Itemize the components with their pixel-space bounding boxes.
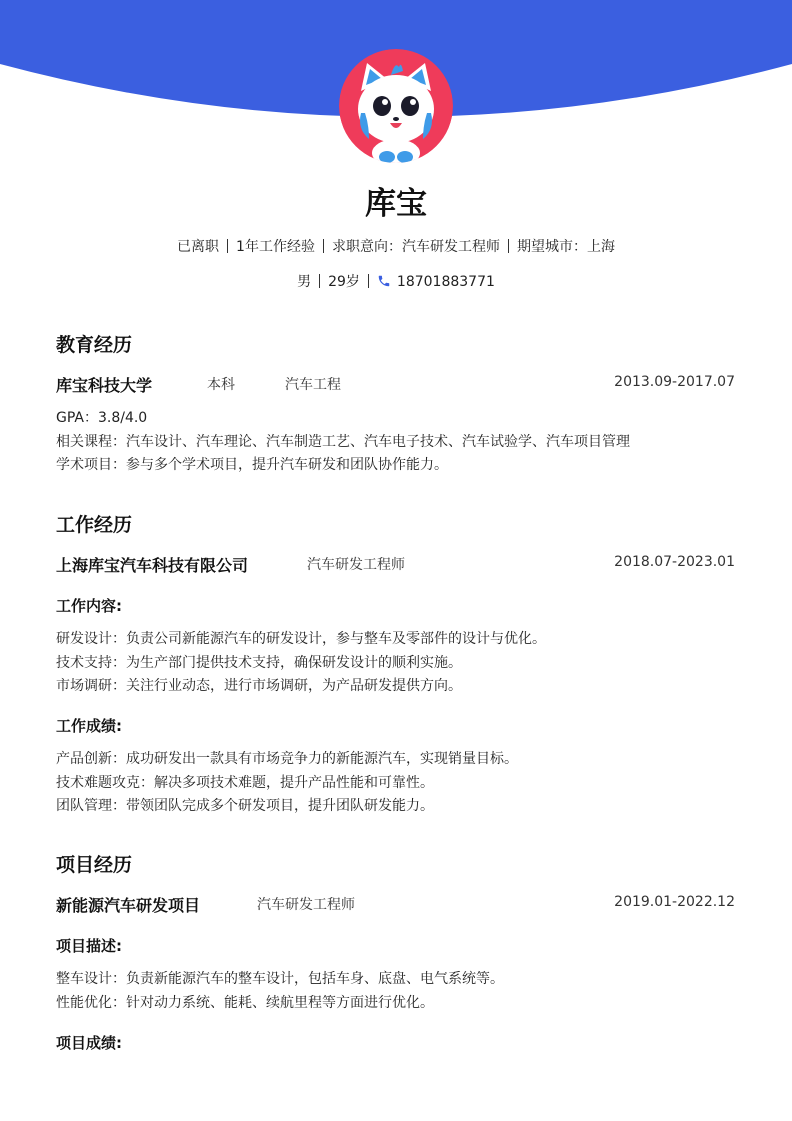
education-section-title: 教育经历 xyxy=(56,334,133,356)
list-item: 市场调研：关注行业动态，进行市场调研，为产品研发提供方向。 xyxy=(56,678,462,694)
education-details xyxy=(56,407,746,478)
candidate-name: 库宝 xyxy=(365,186,427,222)
list-item: 团队管理：带领团队完成多个研发项目，提升团队研发能力。 xyxy=(56,798,434,814)
work-company: 上海库宝汽车科技有限公司 xyxy=(56,556,249,575)
work-content-label: 工作内容: xyxy=(56,597,122,615)
divider xyxy=(319,274,320,288)
list-item: 技术难题攻克：解决多项技术难题，提升产品性能和可靠性。 xyxy=(56,774,434,791)
project-role: 汽车研发工程师 xyxy=(257,897,355,913)
age: 29岁 xyxy=(328,274,360,290)
list-item: 性能优化：针对动力系统、能耗、续航里程等方面进行优化。 xyxy=(56,994,434,1011)
list-item: 产品创新：成功研发出一款具有市场竞争力的新能源汽车，实现销量目标。 xyxy=(56,751,518,767)
work-experience: 1年工作经验 xyxy=(236,239,315,255)
divider xyxy=(227,239,228,253)
expected-city: 期望城市：上海 xyxy=(516,239,615,255)
cartoon-cat-avatar-icon xyxy=(339,49,453,163)
work-date: 2018.07-2023.01 xyxy=(614,554,735,570)
phone-icon xyxy=(377,274,391,288)
divider xyxy=(368,274,369,288)
education-degree: 本科 xyxy=(207,377,235,393)
education-projects: 学术项目：参与多个学术项目，提升汽车研发和团队协作能力。 xyxy=(56,457,448,473)
list-item: 整车设计：负责新能源汽车的整车设计，包括车身、底盘、电气系统等。 xyxy=(56,971,504,987)
employment-status: 已离职 xyxy=(177,239,220,255)
work-section-title: 工作经历 xyxy=(56,514,133,536)
work-content-list xyxy=(56,628,746,699)
avatar xyxy=(339,49,453,163)
divider xyxy=(508,239,509,253)
info-line-primary xyxy=(0,236,792,256)
info-line-secondary xyxy=(0,271,792,291)
gender: 男 xyxy=(297,274,312,290)
education-courses: 相关课程：汽车设计、汽车理论、汽车制造工艺、汽车电子技术、汽车试验学、汽车项目管理 xyxy=(56,433,630,450)
project-section-title: 项目经历 xyxy=(56,854,133,876)
work-position: 汽车研发工程师 xyxy=(307,557,405,573)
education-school: 库宝科技大学 xyxy=(56,376,153,395)
education-major: 汽车工程 xyxy=(285,377,341,393)
project-name: 新能源汽车研发项目 xyxy=(56,896,201,915)
project-date: 2019.01-2022.12 xyxy=(614,894,735,910)
work-achievements-label: 工作成绩: xyxy=(56,717,122,735)
work-achievements-list xyxy=(56,748,746,819)
education-gpa: GPA：3.8/4.0 xyxy=(56,410,148,426)
job-intention: 求职意向：汽车研发工程师 xyxy=(331,239,500,255)
project-achievements-label: 项目成绩: xyxy=(56,1034,122,1052)
education-date: 2013.09-2017.07 xyxy=(614,374,735,390)
phone-number: 18701883771 xyxy=(396,274,495,290)
project-desc-list xyxy=(56,968,746,1015)
project-desc-label: 项目描述: xyxy=(56,937,122,955)
list-item: 技术支持：为生产部门提供技术支持，确保研发设计的顺利实施。 xyxy=(56,654,462,671)
divider xyxy=(323,239,324,253)
list-item: 研发设计：负责公司新能源汽车的研发设计，参与整车及零部件的设计与优化。 xyxy=(56,631,546,647)
